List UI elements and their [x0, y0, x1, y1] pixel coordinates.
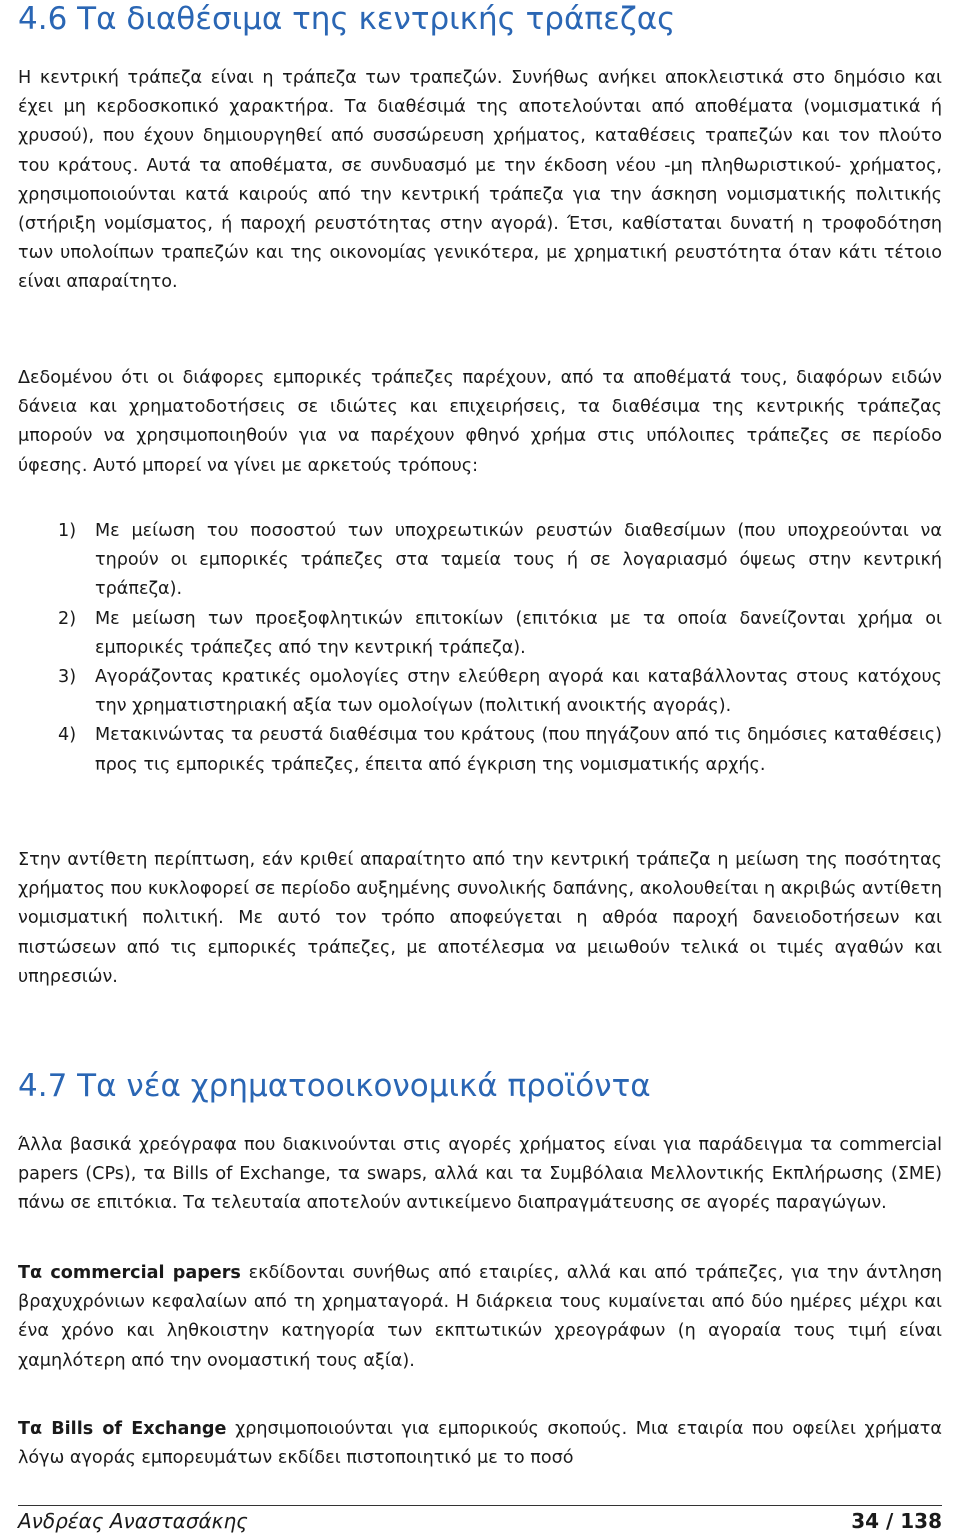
paragraph: Στην αντίθετη περίπτωση, εάν κριθεί απαραίτητο από την κεντρική τράπεζα η μείωση της ποσότητας χρήματος που κυκλοφορεί σε περίοδο αυξημένης συνολικής δαπάνης, ακολουθείται η ακριβώς αντίθετη νομισματική πολιτική. Με αυτό τον τρόπο αποφεύγεται η αθρόα παροχή δανειοδοτήσεων και πιστώσεων από τις εμπορικές τράπεζες, με αποτέλεσμα να μειωθούν τελικά οι τιμές αγαθών και υπηρεσιών. — [18, 850, 942, 987]
numbered-list — [18, 517, 942, 780]
list-item-text: Με μείωση του ποσοστού των υποχρεωτικών ρευστών διαθεσίμων (που υποχρεούνται να τηρούν οι εμπορικές τράπεζες στα ταμεία τους ή σε λογαριασμό όψεως στην κεντρική τράπεζα). — [95, 521, 942, 600]
paragraph: Δεδομένου ότι οι διάφορες εμπορικές τράπεζες παρέχουν, από τα αποθέματά τους, διαφόρων ειδών δάνεια και χρηματοδοτήσεις σε ιδιώτες και επιχειρήσεις, τα διαθέσιμα της κεντρικής τράπεζας μπορούν να χρησιμοποιηθούν για να παρέχουν φθηνό χρήμα στις υπόλοιπες τράπεζες σε περίοδο ύφεσης. Αυτό μπορεί να γίνει με αρκετούς τρόπους: — [18, 368, 942, 476]
list-item-text: Αγοράζοντας κρατικές ομολογίες στην ελεύθερη αγορά και καταβάλλοντας στους κατόχους την χρηματιστηριακή αξία των ομολοίγων (πολιτική ανοικτής αγοράς). — [95, 667, 942, 717]
paragraph: Άλλα βασικά χρεόγραφα που διακινούνται στις αγορές χρήματος είναι για παράδειγμα τα commercial papers (CPs), τα Bills of Exchange, τα swaps, αλλά και τα Συμβόλαια Μελλοντικής Εκπλήρωσης (ΣΜΕ) πάνω σε επιτόκια. Τα τελευταία αποτελούν αντικείμενο διαπραγμάτευσης σε αγορές παραγώγων. — [18, 1135, 942, 1214]
footer-author: Ανδρέας Αναστασάκης — [18, 1509, 248, 1533]
section-heading-4-7: 4.7 Τα νέα χρηματοοικονομικά προϊόντα — [18, 1068, 651, 1104]
list-item — [18, 721, 942, 779]
paragraph-text: χρησιμοποιούνται για εμπορικούς σκοπούς. Μια εταιρία που οφείλει χρήματα λόγω αγοράς εμπορευμάτων εκδίδει πιστοποιητικό με το ποσό — [18, 1419, 942, 1469]
list-item-text: Μετακινώντας τα ρευστά διαθέσιμα του κράτους (που πηγάζουν από τις δημόσιες καταθέσεις) προς τις εμπορικές τράπεζες, έπειτα από έγκριση της νομισματικής αρχής. — [95, 725, 942, 775]
section-heading-4-6: 4.6 Τα διαθέσιμα της κεντρικής τράπεζας — [18, 1, 676, 37]
list-item — [18, 605, 942, 663]
list-item-number: 1) — [58, 521, 77, 541]
bold-term: Τα Bills of Exchange — [18, 1419, 227, 1439]
paragraph — [18, 1415, 942, 1473]
list-item — [18, 663, 942, 721]
paragraph — [18, 1259, 942, 1376]
list-item-number: 4) — [58, 725, 77, 746]
list-item-text: Με μείωση των προεξοφλητικών επιτοκίων (επιτόκια με τα οποία δανείζονται χρήμα οι εμπορικές τράπεζες από την κεντρική τράπεζα). — [95, 608, 942, 658]
footer-divider — [18, 1505, 942, 1506]
page-number: 34 / 138 — [851, 1509, 942, 1533]
paragraph: Η κεντρική τράπεζα είναι η τράπεζα των τραπεζών. Συνήθως ανήκει αποκλειστικά στο δημόσιο και έχει μη κερδοσκοπικό χαρακτήρα. Τα διαθέσιμά της αποτελούνται από αποθέματα (νομισματικά ή χρυσού), που έχουν δημιουργηθεί από συσσώρευση χρήματος, καταθέσεις τραπεζών και τον πλούτο του κράτους. Αυτά τα αποθέματα, σε συνδυασμό με την έκδοση νέου -μη πληθωριστικού- χρήματος, χρησιμοποιούνται κατά καιρούς από την κεντρική τράπεζα για την άσκηση νομισματικής πολιτικής (στήριξη νομίσματος, ή παροχή ρευστότητας στην αγορά). Έτσι, καθίσταται δυνατή η τροφοδότηση των υπολοίπων τραπεζών και της οικονομίας γενικότερα, με χρηματική ρευστότητα όταν κάτι τέτοιο είναι απαραίτητο. — [18, 68, 942, 293]
paragraph-text: εκδίδονται συνήθως από εταιρίες, αλλά και από τράπεζες, για την άντληση βραχυχρόνιων κεφαλαίων από τη χρηματαγορά. Η διάρκεια τους κυμαίνεται από δύο ημέρες μέχρι και ένα χρόνο και ληθκοιστην κατηγορία των εκπτωτικών χρεογράφων (η αγοραία τους τιμή είναι χαμηλότερη από την ονομαστική τους αξία). — [18, 1263, 943, 1371]
list-item-number: 2) — [58, 608, 77, 629]
list-item-number: 3) — [58, 667, 77, 688]
bold-term: Τα commercial papers — [18, 1263, 241, 1283]
list-item — [18, 517, 942, 605]
